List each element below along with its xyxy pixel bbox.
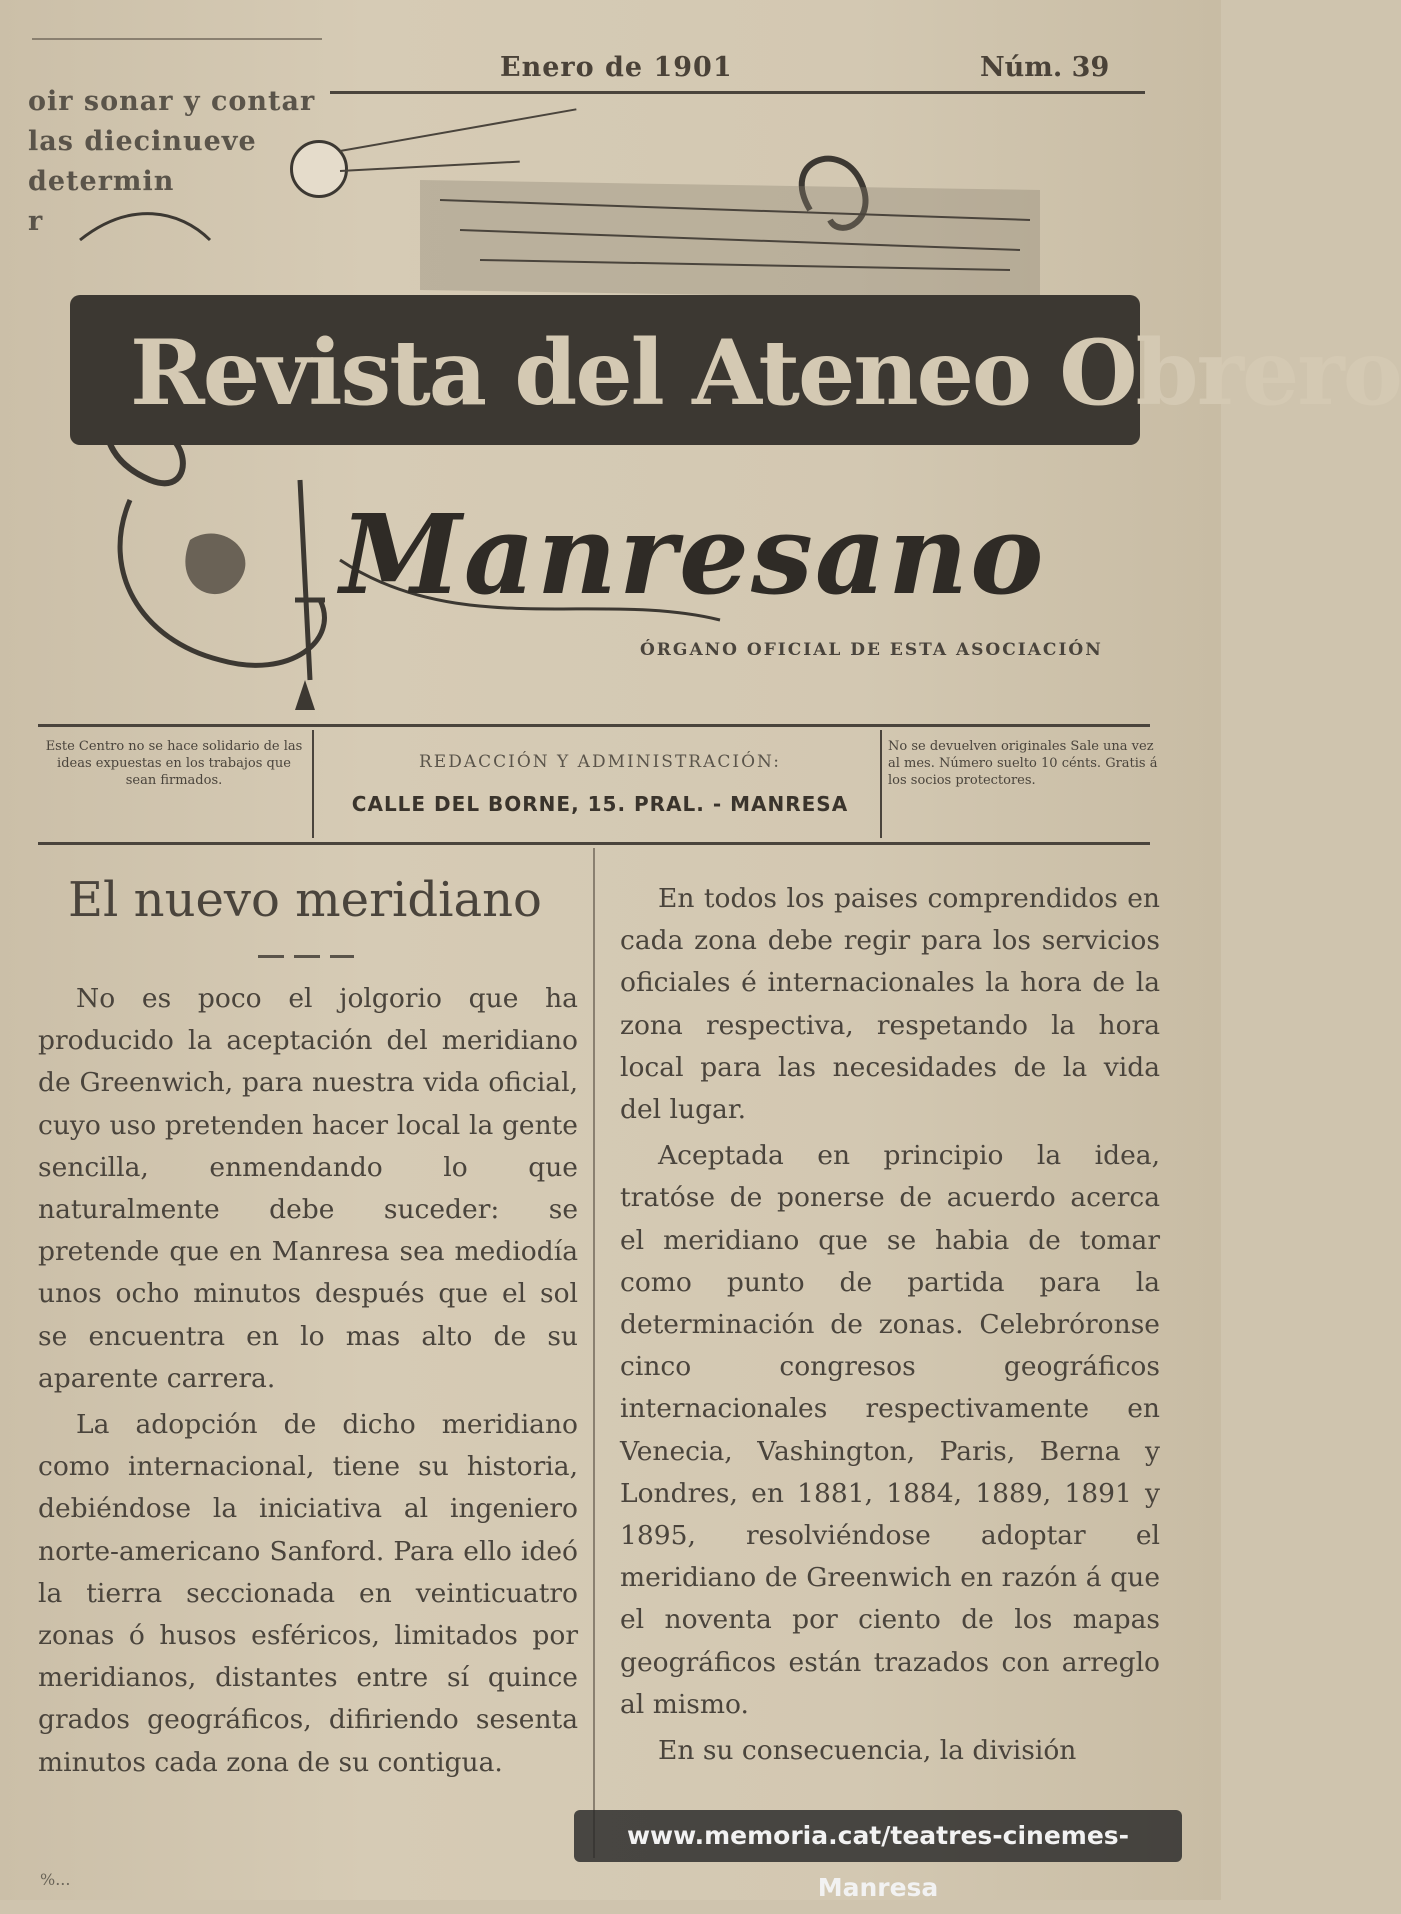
info-band-divider — [880, 730, 882, 838]
article-column-right — [620, 878, 1160, 1776]
subscription-note: No se devuelven originales Sale una vez al mes. Número suelto 10 cénts. Gratis á los socios protectores. — [888, 739, 1158, 788]
article-paragraph: La adopción de dicho meridiano como internacional, tiene su historia, debiéndose la iniciativa al ingeniero norte-americano Sanford. Para ello ideó la tierra seccionada en veinticuatro zonas ó husos esféricos, limitados por meridianos, distantes entre sí quince grados geográficos, difiriendo sesenta minutos cada zona de su contigua. — [38, 1409, 578, 1778]
issue-date: Enero de 1901 — [500, 52, 733, 83]
official-organ-label: ÓRGANO OFICIAL DE ESTA ASOCIACIÓN — [640, 640, 1103, 660]
top-left-rule — [32, 38, 322, 40]
headline-ornament-rule — [258, 955, 354, 958]
masthead-subtitle: Manresano — [340, 490, 1046, 619]
issue-number: Núm. 39 — [980, 52, 1110, 83]
masthead — [40, 120, 1401, 720]
article-paragraph: No es poco el jolgorio que ha producido la aceptación del meridiano de Greenwich, para nuestra vida oficial, cuyo uso pretenden hacer local la gente sencilla, enmendando lo que naturalmente debe suceder: se pretende que en Manresa sea mediodía unos ocho minutos después que el sol se encuentra en lo mas alto de su aparente carrera. — [38, 983, 578, 1394]
source-watermark[interactable]: www.memoria.cat/teatres-cinemes-Manresa — [574, 1810, 1182, 1862]
masthead-title: Revista del Ateneo Obrero — [130, 320, 1401, 426]
column-divider — [593, 848, 595, 1858]
header-rule — [330, 91, 1145, 94]
editorial-address: CALLE DEL BORNE, 15. PRAL. - MANRESA — [351, 792, 849, 816]
article-paragraph: En su consecuencia, la división — [658, 1735, 1077, 1767]
article-paragraph: Aceptada en principio la idea, tratóse de ponerse de acuerdo acerca el meridiano que se habia de tomar como punto de partida para la determinación de zonas. Celebróronse cinco congresos geográficos internacionales respectivamente en Venecia, Vashington, Paris, Berna y Londres, en 1881, 1884, 1889, 1891 y 1895, resolviéndose adoptar el meridiano de Greenwich en razón á que el noventa por ciento de los mapas geográficos están trazados con arreglo al mismo. — [620, 1140, 1160, 1720]
bleed-line: r — [28, 206, 44, 237]
editorial-label: REDACCIÓN Y ADMINISTRACIÓN: — [418, 752, 782, 772]
disclaimer-note: Este Centro no se hace solidario de las ideas expuestas en los trabajos que sean firmados. — [45, 739, 303, 788]
info-band-top-rule — [38, 724, 1150, 727]
article-paragraph: En todos los paises comprendidos en cada zona debe regir para los servicios oficiales é internacionales la hora de la zona respectiva, respetando la hora local para las necesidades de la vida del lugar. — [620, 883, 1160, 1126]
article-column-left — [38, 978, 578, 1788]
article-headline: El nuevo meridiano — [68, 872, 542, 928]
bleed-line: las diecinueve — [28, 126, 257, 157]
bleed-line: determin — [28, 166, 175, 197]
footer-mark: %... — [40, 1870, 71, 1889]
info-band-bottom-rule — [38, 842, 1150, 845]
info-band-divider — [312, 730, 314, 838]
bleed-line: oir sonar y contar — [28, 86, 316, 117]
